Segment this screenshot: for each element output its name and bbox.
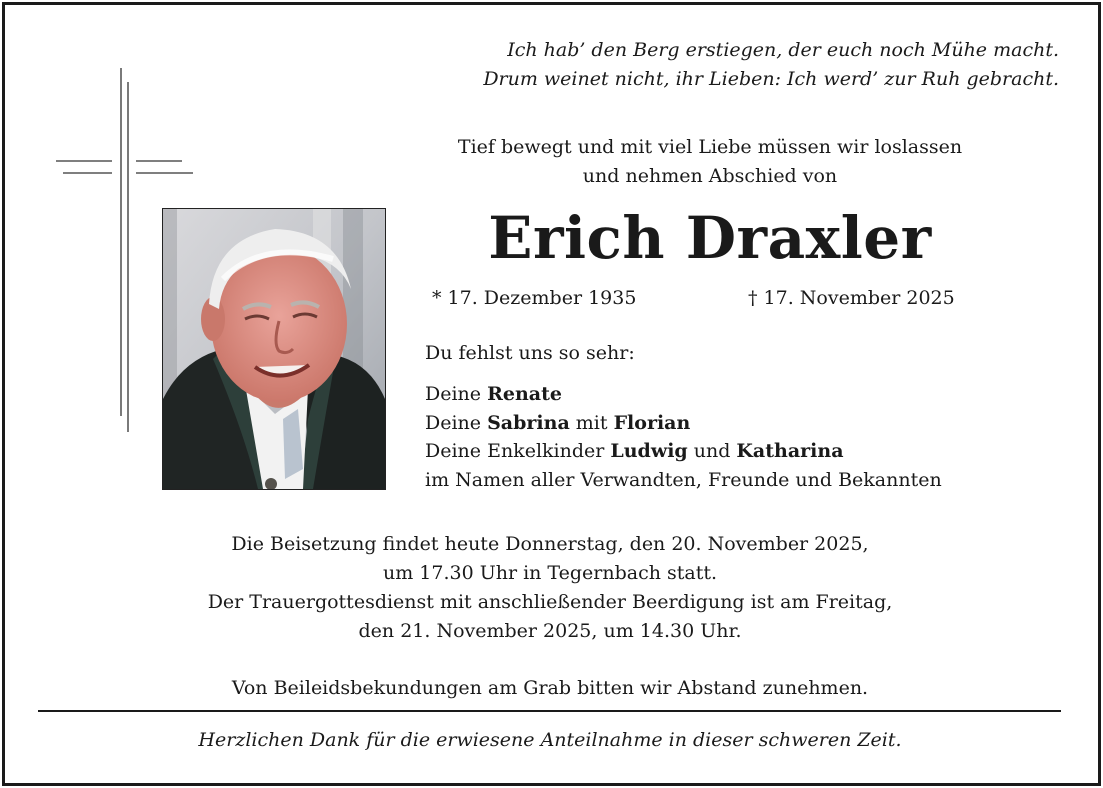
service-line-1: Die Beisetzung findet heute Donnerstag, den 20. November 2025, [231,533,869,555]
family-line-3 [425,437,942,466]
family-member-name: Katharina [736,440,844,462]
intro-line-2: und nehmen Abschied von [582,165,838,187]
family-member-name: Sabrina [487,411,570,434]
family-prefix: Deine [425,383,488,405]
poem-line-2: Drum weinet nicht, ihr Lieben: Ich werd’ zur Ruh gebracht. [483,68,1059,90]
poem [299,36,1059,94]
family-list [425,380,942,494]
intro-line-1: Tief bewegt und mit viel Liebe müssen wir loslassen [457,136,963,158]
thanks-note: Herzlichen Dank für die erwiesene Anteilnahme in dieser schweren Zeit. [198,729,902,751]
birth-date: * 17. Dezember 1935 [432,287,637,309]
service-line-2: um 17.30 Uhr in Tegernbach statt. [382,562,718,584]
service-line-4: den 21. November 2025, um 14.30 Uhr. [358,620,742,642]
family-prefix: Deine [425,411,488,434]
deceased-name: Erich Draxler [488,204,932,272]
intro-text [380,133,1040,191]
family-member-name: Florian [613,411,691,434]
family-line-2 [425,409,942,438]
service-line-3: Der Trauergottesdienst mit anschließender Beerdigung ist am Freitag, [207,591,893,613]
family-line-1 [425,380,942,409]
family-member-name: Renate [487,383,562,405]
family-prefix: Deine Enkelkinder [425,440,611,462]
miss-you-message: Du fehlst uns so sehr: [425,342,635,364]
condolence-note: Von Beileidsbekundungen am Grab bitten wir Abstand zunehmen. [231,677,869,699]
death-date: † 17. November 2025 [748,287,955,309]
family-member-name: Ludwig [610,440,688,462]
service-info [40,530,1060,646]
portrait-photo [162,208,386,490]
family-connector: und [687,440,737,462]
family-line-4: im Namen aller Verwandten, Freunde und Bekannten [425,468,942,491]
family-connector: mit [569,411,614,434]
poem-line-1: Ich hab’ den Berg erstiegen, der euch noch Mühe macht. [507,39,1059,61]
divider [38,710,1061,712]
